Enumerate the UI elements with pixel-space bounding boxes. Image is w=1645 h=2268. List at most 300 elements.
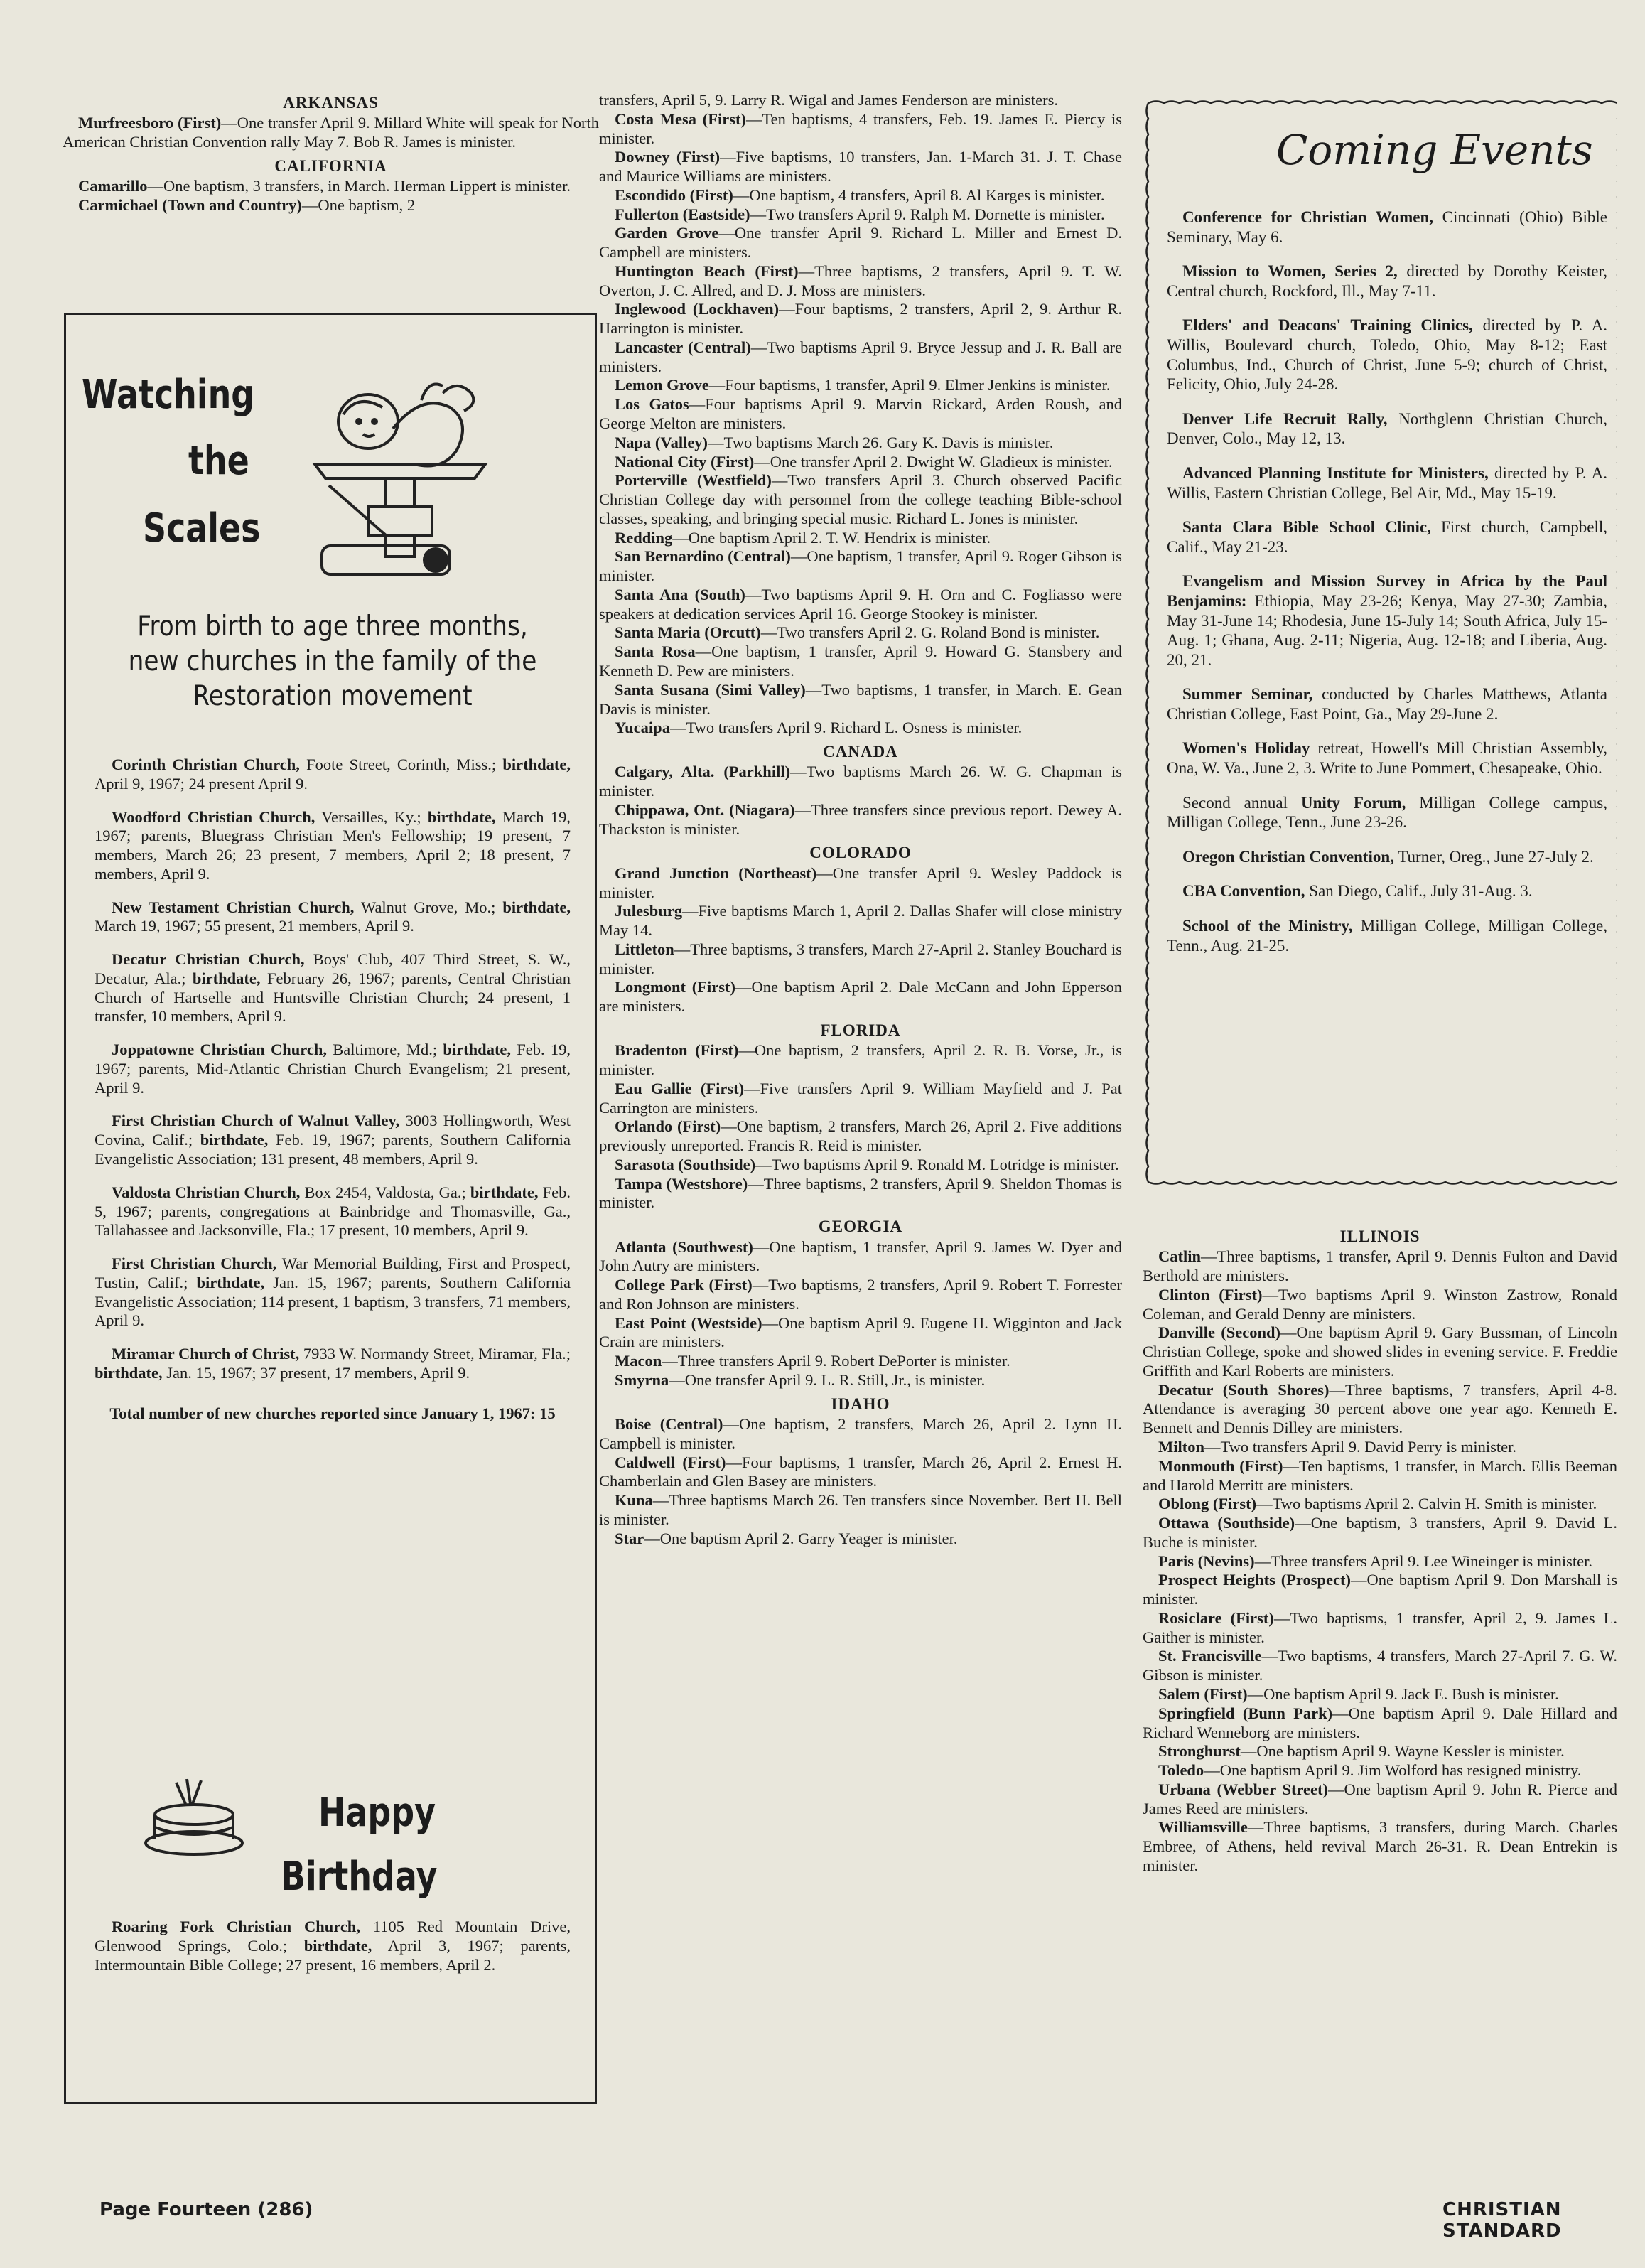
church-details: Feb. 19, 1967; parents, Mid-Atlantic Christian Church Evangelism; 21 present, April 9. <box>95 1041 571 1097</box>
event-details: conducted by Charles Matthews, Atlanta Christian College, East Point, Ga., May 29-June 2. <box>1167 685 1607 723</box>
event-name: Women's Holiday <box>1182 739 1310 758</box>
church-name: Boise (Central) <box>615 1415 723 1434</box>
church-name: Star <box>615 1529 644 1547</box>
report-text: —Two baptisms April 2. Calvin H. Smith is minister. <box>1256 1495 1597 1513</box>
church-report <box>599 1041 1122 1080</box>
report-text: —One baptism April 9. Jim Wolford has resigned ministry. <box>1204 1761 1582 1780</box>
church-name: Littleton <box>615 940 674 958</box>
report-text: —Three baptisms, 2 transfers, April 9. T. W. Overton, J. C. Allred, and D. J. Moss are ministers. <box>599 262 1122 299</box>
church-name: Valdosta Christian Church, <box>112 1183 301 1201</box>
event-prefix: Second annual <box>1182 793 1301 812</box>
event-name: Oregon Christian Convention, <box>1182 847 1394 866</box>
church-address: Box 2454, Valdosta, Ga.; <box>300 1183 470 1201</box>
church-details: Feb. 5, 1967; parents, congregations at Bainbridge and Thomasville, Ga., Tallahassee and Jacksonville, Fla.; 17 present, 10 members, April 9. <box>95 1183 571 1240</box>
report-text: —One baptism April 9. Gary Bussman, of Lincoln Christian College, spoke and showed slides in evening service. F. Freddie Griffith and Karl Roberts are ministers. <box>1143 1323 1617 1380</box>
new-church-entry <box>95 1041 571 1097</box>
church-report <box>599 1371 1122 1390</box>
report-text: —Four baptisms, 2 transfers, April 2, 9. Arthur R. Harrington is minister. <box>599 300 1122 338</box>
church-report <box>599 376 1122 395</box>
church-report <box>599 1314 1122 1353</box>
report-text: —Two baptisms April 9. Ronald M. Lotridge is minister. <box>755 1155 1119 1173</box>
church-name: Calgary, Alta. (Parkhill) <box>615 763 791 781</box>
event-details: Milligan College campus, Milligan College, Tenn., June 23-26. <box>1167 793 1608 832</box>
page-number-footer: Page Fourteen (286) <box>99 2199 313 2220</box>
birthdate-label: birthdate, <box>470 1183 539 1201</box>
event-item <box>1167 916 1607 955</box>
church-name: Downey (First) <box>615 148 721 166</box>
church-details: March 19, 1967; parents, Bluegrass Christian Men's Fellowship; 19 present, 7 members, March 26; 23 present, 7 members, April 2; 18 present, 7 members, April 9. <box>95 807 571 883</box>
church-name: Danville (Second) <box>1158 1323 1281 1342</box>
church-name: Macon <box>615 1352 662 1370</box>
event-details: Turner, Oreg., June 27-July 2. <box>1393 847 1594 866</box>
report-text: —One baptism April 9. Wayne Kessler is minister. <box>1240 1742 1565 1761</box>
new-churches-total: Total number of new churches reported since January 1, 1967: 15 <box>109 1404 556 1422</box>
event-name: Santa Clara Bible School Clinic, <box>1182 518 1431 537</box>
church-name: Redding <box>615 528 673 547</box>
church-report <box>599 1175 1122 1213</box>
happy-title: Happy <box>318 1790 436 1836</box>
report-text: —One baptism April 9. Eugene H. Wigginton and Jack Crain are ministers. <box>599 1313 1122 1351</box>
new-church-entry <box>95 950 571 1026</box>
church-name: Smyrna <box>615 1370 669 1389</box>
church-name: Prospect Heights (Prospect) <box>1158 1571 1351 1589</box>
church-report <box>599 148 1122 186</box>
report-text: —Four baptisms, 1 transfer, April 9. Elmer Jenkins is minister. <box>708 376 1111 394</box>
church-report <box>599 1453 1122 1492</box>
report-text: —One baptism, 2 <box>301 196 416 215</box>
birthday-entry <box>95 1918 571 1989</box>
report-text: —Two baptisms March 26. Gary K. Davis is minister. <box>708 433 1054 451</box>
event-item <box>1167 738 1607 778</box>
church-name: Longmont (First) <box>615 978 735 996</box>
church-report <box>599 1352 1122 1371</box>
church-report <box>599 1276 1122 1314</box>
church-report <box>599 205 1122 225</box>
church-report <box>599 763 1122 801</box>
state-heading: COLORADO <box>809 844 912 862</box>
event-item <box>1167 208 1607 247</box>
report-text: —Three transfers April 9. Lee Wineinger is minister. <box>1254 1552 1593 1570</box>
baby-on-scale-illustration <box>301 365 514 592</box>
report-text: —One baptism, 2 transfers, March 26, April 2. Lynn H. Campbell is minister. <box>599 1415 1123 1452</box>
church-address: Baltimore, Md.; <box>326 1041 443 1059</box>
report-text: —Four baptisms, 1 transfer, March 26, April 2. Ernest H. Chamberlain and Glen Basey are ministers. <box>599 1453 1122 1490</box>
event-name: Unity Forum, <box>1300 793 1406 812</box>
church-details: Feb. 19, 1967; parents, Southern California Evangelistic Association; 131 present, 48 members, April 9. <box>95 1131 571 1168</box>
report-text: —Two transfers April 3. Church observed Pacific Christian College day with personnel from the college teaching Bible-school classes, speaking, and bringing special music. Richard L. Jones is minister. <box>599 471 1122 527</box>
church-name: Bradenton (First) <box>615 1041 739 1060</box>
church-report <box>599 529 1122 548</box>
birthdate-label: birthdate, <box>502 898 571 916</box>
report-text: —One baptism, 1 transfer, April 9. Roger Gibson is minister. <box>599 547 1123 585</box>
church-name: National City (First) <box>615 452 755 471</box>
birthdate-label: birthdate, <box>427 807 496 826</box>
church-name: First Christian Church, <box>112 1254 277 1273</box>
coming-events-list <box>1167 208 1607 970</box>
report-text: —Two transfers April 2. G. Roland Bond is minister. <box>760 623 1100 642</box>
church-address: Foote Street, Corinth, Miss.; <box>299 756 503 773</box>
church-report <box>1143 1609 1617 1648</box>
church-name: Huntington Beach (First) <box>615 262 799 280</box>
event-name: CBA Convention, <box>1182 882 1305 901</box>
church-name: Carmichael (Town and Country) <box>78 196 302 215</box>
church-report <box>1143 1818 1617 1875</box>
church-address: Versailles, Ky.; <box>315 807 428 826</box>
report-text: —One baptism, 1 transfer, April 9. James W. Dyer and John Autry are ministers. <box>599 1237 1122 1275</box>
church-report <box>1143 1780 1617 1819</box>
church-name: College Park (First) <box>615 1276 753 1294</box>
report-text: —Three baptisms, 3 transfers, March 27-April 2. Stanley Bouchard is minister. <box>599 940 1122 977</box>
event-item <box>1167 262 1607 301</box>
event-details: directed by P. A. Willis, Boulevard church, Toledo, Ohio, May 8-12; East Columbus, Ind., Church of Christ, June 5-9; church of Christ, Felicity, Ohio, July 24-28. <box>1167 316 1607 394</box>
report-text: —Two baptisms, 1 transfer, April 2, 9. James L. Gaither is minister. <box>1143 1608 1618 1646</box>
birthday-church-entry <box>95 1918 571 1974</box>
event-item <box>1167 316 1607 394</box>
watching-title-line2: the <box>188 438 249 484</box>
report-text: —One baptism, 4 transfers, April 8. Al Karges is minister. <box>733 186 1105 204</box>
church-report <box>1143 1761 1617 1780</box>
church-report <box>599 1080 1122 1118</box>
birthdate-label: birthdate, <box>192 969 261 987</box>
report-text: —Two baptisms April 9. Winston Zastrow, Ronald Coleman, and Gerald Denny are ministers. <box>1143 1285 1617 1323</box>
church-report <box>63 196 599 215</box>
church-report <box>599 224 1122 262</box>
report-text: —One transfer April 9. Millard White will speak for North American Christian Convention rally May 7. Bob R. James is minister. <box>63 114 599 151</box>
church-report <box>599 395 1122 434</box>
publication-footer: CHRISTIAN STANDARD <box>1442 2199 1562 2242</box>
new-church-entry <box>95 898 571 937</box>
church-name: Decatur (South Shores) <box>1158 1380 1330 1399</box>
event-details: Cincinnati (Ohio) Bible Seminary, May 6. <box>1167 208 1608 246</box>
report-text: —Five baptisms March 1, April 2. Dallas Shafer will close ministry May 14. <box>599 902 1122 940</box>
church-report <box>599 902 1122 940</box>
church-report <box>63 177 599 196</box>
church-report <box>1143 1457 1617 1495</box>
church-report <box>1143 1552 1617 1571</box>
church-name: Kuna <box>615 1491 653 1510</box>
birthdate-label: birthdate, <box>303 1936 372 1955</box>
event-name: Mission to Women, Series 2, <box>1182 262 1398 281</box>
report-text: —One baptism, 1 transfer, April 9. Howard G. Stansbery and Kenneth D. Pew are ministers. <box>599 643 1122 679</box>
church-details: April 9, 1967; 24 present April 9. <box>95 774 308 792</box>
church-name: Salem (First) <box>1158 1684 1248 1703</box>
church-name: New Testament Christian Church, <box>112 898 355 916</box>
event-item <box>1167 409 1607 448</box>
church-address: 7933 W. Normandy Street, Miramar, Fla.; <box>299 1345 571 1363</box>
church-report <box>1143 1685 1617 1704</box>
birthdate-label: birthdate, <box>200 1131 269 1149</box>
church-report <box>599 1415 1122 1453</box>
event-item <box>1167 793 1607 832</box>
event-details: Milligan College, Milligan College, Tenn., Aug. 21-25. <box>1167 917 1607 955</box>
event-name: Denver Life Recruit Rally, <box>1182 409 1388 428</box>
church-name: Tampa (Westshore) <box>615 1174 748 1193</box>
church-name: Monmouth (First) <box>1158 1456 1283 1475</box>
church-name: San Bernardino (Central) <box>615 547 791 566</box>
birthdate-label: birthdate, <box>443 1041 512 1059</box>
church-report <box>599 110 1122 149</box>
event-item <box>1167 684 1607 724</box>
state-heading: CANADA <box>823 743 898 761</box>
church-report <box>599 547 1122 586</box>
report-text: —Three baptisms, 3 transfers, during March. Charles Embree, of Athens, held revival March 26-31. R. Dean Entrekin is minister. <box>1143 1818 1617 1874</box>
church-report <box>599 1530 1122 1549</box>
church-name: Costa Mesa (First) <box>615 109 746 128</box>
continued-entry: transfers, April 5, 9. Larry R. Wigal and James Fenderson are ministers. <box>599 91 1059 109</box>
report-text: —Three transfers since previous report. Dewey A. Thackston is minister. <box>599 800 1122 838</box>
church-report <box>1143 1381 1617 1438</box>
birthdate-label: birthdate, <box>502 756 571 773</box>
birthdate-label: birthdate, <box>196 1273 265 1291</box>
report-text: —Two baptisms March 26. W. G. Chapman is minister. <box>599 763 1122 800</box>
right-column <box>1143 1222 1617 1876</box>
report-text: —Five transfers April 9. William Mayfield and J. Pat Carrington are ministers. <box>599 1079 1122 1117</box>
church-report <box>599 681 1122 719</box>
church-name: Santa Ana (South) <box>615 585 745 603</box>
church-name: Inglewood (Lockhaven) <box>615 300 780 318</box>
church-name: Grand Junction (Northeast) <box>615 864 817 882</box>
report-text: —One transfer April 9. Wesley Paddock is minister. <box>599 864 1122 901</box>
watching-title-line3: Scales <box>143 505 261 552</box>
watching-subtitle: From birth to age three months, new churches in the family of the Restoration movement <box>128 611 537 712</box>
church-name: Williamsville <box>1158 1818 1248 1837</box>
event-item <box>1167 517 1607 557</box>
church-report <box>1143 1571 1617 1609</box>
event-item <box>1167 571 1607 670</box>
church-report <box>599 643 1122 681</box>
report-text: —Three baptisms March 26. Ten transfers since November. Bert H. Bell is minister. <box>599 1491 1122 1528</box>
event-details: directed by P. A. Willis, Eastern Christian College, Bel Air, Md., May 15-19. <box>1167 463 1607 502</box>
event-item <box>1167 847 1607 867</box>
church-report <box>1143 1286 1617 1324</box>
new-church-entry <box>95 808 571 884</box>
birthdate-label: birthdate, <box>95 1363 163 1382</box>
church-address: Walnut Grove, Mo.; <box>354 898 503 916</box>
state-heading: GEORGIA <box>818 1218 903 1236</box>
event-details: Ethiopia, May 23-26; Kenya, May 27-30; Zambia, May 31-June 14; Rhodesia, June 15-July 14; South Africa, July 15-Aug. 1; Ghana, Aug. 2-11; Nigeria, Aug. 12-18; and Liberia, Aug. 20, 21. <box>1167 591 1607 669</box>
new-church-entry <box>95 1112 571 1168</box>
church-name: Sarasota (Southside) <box>615 1155 756 1173</box>
church-name: Stronghurst <box>1158 1742 1241 1761</box>
report-text: —Two baptisms, 2 transfers, April 9. Robert T. Forrester and Ron Johnson are ministers. <box>599 1276 1122 1313</box>
report-text: —Four baptisms April 9. Marvin Rickard, Arden Roush, and George Melton are ministers. <box>599 395 1122 433</box>
report-text: —One baptism April 2. Dale McCann and John Epperson are ministers. <box>599 978 1122 1016</box>
church-report <box>599 1156 1122 1175</box>
new-churches-list <box>95 756 571 1423</box>
church-report <box>1143 1514 1617 1552</box>
event-name: Summer Seminar, <box>1182 685 1313 704</box>
church-report <box>1143 1323 1617 1380</box>
church-name: Springfield (Bunn Park) <box>1158 1704 1333 1722</box>
church-name: Fullerton (Eastside) <box>615 205 750 223</box>
church-report <box>1143 1247 1617 1286</box>
state-heading: IDAHO <box>831 1394 890 1413</box>
church-name: Yucaipa <box>615 719 670 737</box>
state-heading: ARKANSAS <box>283 94 379 112</box>
report-text: —One transfer April 9. Richard L. Miller and Ernest D. Campbell are ministers. <box>599 224 1122 262</box>
state-heading: CALIFORNIA <box>274 156 387 175</box>
church-name: Murfreesboro (First) <box>78 114 222 132</box>
church-name: Ottawa (Southside) <box>1158 1514 1295 1532</box>
report-text: —Three baptisms, 7 transfers, April 4-8. Attendance is averaging 30 percent above one year ago. Kenneth E. Bennett and Dennis Dilley are ministers. <box>1143 1380 1617 1437</box>
birthday-title: Birthday <box>281 1854 438 1900</box>
church-report <box>599 300 1122 338</box>
new-church-entry <box>95 1183 571 1240</box>
church-report <box>599 1238 1122 1277</box>
report-text: —Ten baptisms, 1 transfer, in March. Ellis Beeman and Harold Merritt are ministers. <box>1143 1456 1617 1494</box>
report-text: —Three baptisms, 2 transfers, April 9. Sheldon Thomas is minister. <box>599 1174 1122 1212</box>
report-text: —One baptism April 9. John R. Pierce and James Reed are ministers. <box>1143 1780 1618 1817</box>
church-report <box>599 1491 1122 1530</box>
report-text: —One baptism April 9. Dale Hillard and Richard Wenneborg are ministers. <box>1143 1704 1617 1741</box>
church-name: Paris (Nevins) <box>1158 1552 1255 1570</box>
church-details: Jan. 15, 1967; parents, Southern California Evangelistic Association; 114 present, 1 baptism, 3 transfers, 71 members, April 9. <box>95 1273 571 1330</box>
church-name: Catlin <box>1158 1247 1202 1266</box>
church-report <box>63 114 599 152</box>
church-name: Los Gatos <box>615 395 689 414</box>
church-report <box>599 940 1122 979</box>
church-report <box>599 801 1122 839</box>
report-text: —Ten baptisms, 4 transfers, Feb. 19. James E. Piercy is minister. <box>599 109 1122 147</box>
report-text: —Two transfers April 9. David Perry is minister. <box>1204 1438 1516 1456</box>
left-column-top <box>63 89 599 215</box>
church-report <box>599 471 1122 528</box>
report-text: —Three baptisms, 1 transfer, April 9. Dennis Fulton and David Berthold are ministers. <box>1143 1247 1617 1285</box>
coming-events-title: Coming Events <box>1276 126 1593 174</box>
church-report <box>1143 1742 1617 1761</box>
report-text: —Five baptisms, 10 transfers, Jan. 1-March 31. J. T. Chase and Maurice Williams are ministers. <box>599 148 1122 186</box>
report-text: —One baptism, 3 transfers, April 9. David L. Buche is minister. <box>1143 1514 1618 1551</box>
church-name: Roaring Fork Christian Church, <box>112 1918 360 1935</box>
church-name: Santa Susana (Simi Valley) <box>615 680 806 699</box>
church-name: Orlando (First) <box>615 1117 721 1136</box>
church-address: War Memorial Building, First and Prospect, Tustin, Calif.; <box>95 1254 571 1291</box>
church-name: Lancaster (Central) <box>615 338 751 356</box>
church-name: Rosiclare (First) <box>1158 1608 1274 1627</box>
church-name: Clinton (First) <box>1158 1285 1263 1304</box>
church-name: Milton <box>1158 1438 1204 1456</box>
church-name: Lemon Grove <box>615 376 709 394</box>
church-details: March 19, 1967; 55 present, 21 members, April 9. <box>95 917 414 935</box>
report-text: —One baptism April 9. Jack E. Bush is minister. <box>1247 1684 1559 1703</box>
church-name: Camarillo <box>78 177 148 195</box>
church-report <box>599 338 1122 377</box>
church-report <box>599 719 1122 738</box>
church-name: Santa Rosa <box>615 643 696 661</box>
church-name: Woodford Christian Church, <box>112 807 315 826</box>
report-text: —One transfer April 2. Dwight W. Gladieux is minister. <box>754 452 1113 471</box>
church-name: East Point (Westside) <box>615 1313 762 1332</box>
event-details: retreat, Howell's Mill Christian Assembly, Ona, W. Va., June 2, 3. Write to June Pommert, Chesapeake, Ohio. <box>1167 739 1607 778</box>
coming-events-box <box>1143 97 1617 1186</box>
church-report <box>599 1117 1122 1156</box>
report-text: —One baptism, 2 transfers, March 26, April 2. Five additions previously unreported. Francis R. Reid is minister. <box>599 1117 1123 1155</box>
report-text: —One transfer April 9. L. R. Still, Jr., is minister. <box>669 1370 986 1389</box>
church-name: Joppatowne Christian Church, <box>112 1041 327 1059</box>
new-church-entry <box>95 1254 571 1331</box>
event-name: School of the Ministry, <box>1182 917 1353 935</box>
report-text: —Two transfers April 9. Richard L. Osness is minister. <box>669 719 1023 737</box>
church-name: Miramar Church of Christ, <box>112 1345 300 1363</box>
event-name: Evangelism and Mission Survey in Africa by the Paul Benjamins: <box>1167 572 1607 610</box>
church-name: Corinth Christian Church, <box>112 756 300 773</box>
church-address: 1105 Red Mountain Drive, Glenwood Springs, Colo.; <box>95 1918 571 1955</box>
church-name: Escondido (First) <box>615 186 733 204</box>
state-heading: ILLINOIS <box>1339 1227 1420 1245</box>
birthday-cake-icon <box>144 1772 244 1864</box>
event-item <box>1167 881 1607 901</box>
church-name: Porterville (Westfield) <box>615 471 772 490</box>
event-details: San Diego, Calif., July 31-Aug. 3. <box>1305 882 1533 901</box>
event-name: Conference for Christian Women, <box>1182 208 1433 226</box>
report-text: —One baptism, 3 transfers, in March. Herman Lippert is minister. <box>147 177 571 195</box>
church-name: Urbana (Webber Street) <box>1158 1780 1329 1798</box>
report-text: —One baptism April 2. T. W. Hendrix is minister. <box>672 528 991 547</box>
report-text: —Two transfers April 9. Ralph M. Dornette is minister. <box>750 205 1105 223</box>
church-details: February 26, 1967; parents, Central Christian Church of Hartselle and Huntsville Christian Church; 24 present, 1 transfer, 10 members, April 9. <box>95 969 571 1026</box>
report-text: —One baptism April 2. Garry Yeager is minister. <box>644 1529 958 1547</box>
church-name: Garden Grove <box>615 224 719 242</box>
report-text: —One baptism April 9. Don Marshall is minister. <box>1143 1571 1617 1608</box>
church-report <box>599 434 1122 453</box>
report-text: —Two baptisms, 4 transfers, March 27-April 7. G. W. Gibson is minister. <box>1143 1647 1617 1684</box>
event-item <box>1167 463 1607 502</box>
church-report <box>599 864 1122 903</box>
middle-column <box>599 91 1122 1548</box>
state-heading: FLORIDA <box>820 1021 901 1039</box>
report-text: —One baptism, 2 transfers, April 2. R. B. Vorse, Jr., is minister. <box>599 1041 1123 1079</box>
church-report <box>599 586 1122 624</box>
watching-the-scales-box <box>64 313 597 2104</box>
church-name: Julesburg <box>615 902 683 920</box>
report-text: —Two baptisms April 9. Bryce Jessup and J. R. Ball are ministers. <box>599 338 1122 375</box>
church-details: Jan. 15, 1967; 37 present, 17 members, April 9. <box>162 1363 470 1382</box>
church-report <box>599 453 1122 472</box>
church-address: Boys' Club, 407 Third Street, S. W., Decatur, Ala.; <box>95 950 571 987</box>
event-details: First church, Campbell, Calif., May 21-23. <box>1167 518 1607 556</box>
church-name: Oblong (First) <box>1158 1495 1257 1513</box>
church-report <box>599 978 1122 1016</box>
new-church-entry <box>95 1345 571 1383</box>
church-name: Toledo <box>1158 1761 1204 1780</box>
church-address: 3003 Hollingworth, West Covina, Calif.; <box>95 1112 571 1149</box>
church-name: Caldwell (First) <box>615 1453 726 1471</box>
event-name: Advanced Planning Institute for Ministers, <box>1182 463 1489 482</box>
church-name: First Christian Church of Walnut Valley, <box>112 1112 400 1130</box>
church-name: Chippawa, Ont. (Niagara) <box>615 800 795 819</box>
church-name: Eau Gallie (First) <box>615 1079 745 1097</box>
report-text: —Three transfers April 9. Robert DePorter is minister. <box>662 1352 1010 1370</box>
church-report <box>1143 1704 1617 1743</box>
event-details: Northglenn Christian Church, Denver, Colo., May 12, 13. <box>1167 409 1607 448</box>
report-text: —Two baptisms, 1 transfer, in March. E. Gean Davis is minister. <box>599 680 1123 718</box>
church-report <box>1143 1495 1617 1514</box>
church-name: Napa (Valley) <box>615 433 708 451</box>
church-report <box>1143 1647 1617 1685</box>
church-report <box>599 186 1122 205</box>
church-report <box>599 262 1122 301</box>
church-name: Atlanta (Southwest) <box>615 1237 753 1256</box>
church-report <box>1143 1438 1617 1457</box>
watching-title-line1: Watching <box>82 372 255 418</box>
church-report <box>599 623 1122 643</box>
church-name: St. Francisville <box>1158 1647 1262 1665</box>
report-text: —Two baptisms April 9. H. Orn and C. Fogliasso were speakers at dedication services April 16. George Stookey is minister. <box>599 585 1123 623</box>
church-name: Santa Maria (Orcutt) <box>615 623 761 642</box>
new-church-entry <box>95 756 571 794</box>
church-name: Decatur Christian Church, <box>112 950 305 969</box>
event-details: directed by Dorothy Keister, Central church, Rockford, Ill., May 7-11. <box>1167 262 1607 300</box>
